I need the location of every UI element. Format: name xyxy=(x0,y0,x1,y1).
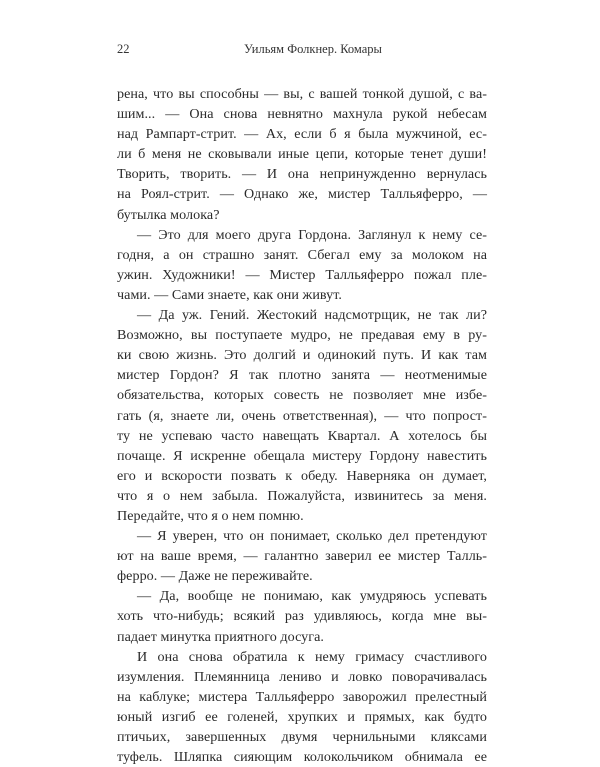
text-line: его и вскорости позвать к обеду. Наверняка он думает, xyxy=(117,467,487,484)
page-number: 22 xyxy=(117,42,130,56)
text-line: ли б меня не сковывали иные цепи, которые тенет души! xyxy=(117,146,487,163)
text-line: — Это для моего друга Гордона. Заглянул к нему се- xyxy=(137,226,487,243)
body-text xyxy=(117,84,487,767)
text-line: ют на ваше время, — галантно заверил ее мистер Талль- xyxy=(117,548,487,565)
text-line: бутылка молока? xyxy=(117,206,220,223)
text-line: гать (я, знаете ли, очень ответственная), — что попрост- xyxy=(117,407,487,424)
text-line: ужин. Художники! — Мистер Талльяферро пожал пле- xyxy=(117,266,487,283)
text-line: птичьих, завершенных двумя чернильными кляксами xyxy=(117,729,487,745)
text-line: туфель. Шляпка сияющим колокольчиком обнимала ее xyxy=(117,749,487,766)
text-line: Возможно, вы поступаете мудро, не предавая ему в ру- xyxy=(117,327,487,344)
text-line: почаще. Я искренне обещала мистеру Гордону навестить xyxy=(117,447,487,464)
running-title: Уильям Фолкнер. Комары xyxy=(244,42,382,56)
text-line: Передайте, что я о нем помню. xyxy=(117,507,304,524)
text-line: годня, а он страшно занят. Сбегал ему за молоком на xyxy=(117,246,487,263)
text-line: — Я уверен, что он понимает, сколько дел претендуют xyxy=(137,528,487,545)
text-line: юный изгиб ее голеней, хрупких и прямых, как будто xyxy=(117,708,487,725)
text-line: обязательства, которых совесть не позволяет мне избе- xyxy=(117,387,487,404)
text-line: на каблуке; мистера Талльяферро заворожил прелестный xyxy=(117,688,487,705)
text-line: — Да, вообще не понимаю, как умудряюсь успевать xyxy=(137,588,487,605)
text-line: что я о нем забыла. Пожалуйста, извинитесь за меня. xyxy=(117,487,487,504)
text-line: Творить, творить. — И она непринужденно вернулась xyxy=(117,166,487,183)
text-line: рена, что вы способны — вы, с вашей тонкой душой, с ва- xyxy=(117,86,487,102)
text-line: — Да уж. Гений. Жестокий надсмотрщик, не так ли? xyxy=(137,307,487,324)
text-line: мистер Гордон? Я так плотно занята — неотменимые xyxy=(117,367,487,384)
text-line: И она снова обратила к нему гримасу счастливого xyxy=(137,648,487,665)
text-line: ферро. — Даже не переживайте. xyxy=(117,568,313,585)
text-line: падает минутка приятного досуга. xyxy=(117,628,324,645)
text-line: над Рампарт-стрит. — Ах, если б я была мужчиной, ес- xyxy=(117,126,487,143)
book-page xyxy=(117,42,487,767)
text-line: изумления. Племянница лениво и ловко поворачивалась xyxy=(117,668,487,685)
text-line: чами. — Сами знаете, как они живут. xyxy=(117,286,342,303)
text-line: на Роял-стрит. — Однако же, мистер Талльяферро, — xyxy=(117,186,487,203)
text-line: ки свою жизнь. Это долгий и одинокий путь. И как там xyxy=(117,347,487,364)
page-header xyxy=(117,42,487,62)
text-line: хоть что-нибудь; всякий раз удивляюсь, когда мне вы- xyxy=(117,608,487,625)
text-line: ту не успеваю часто навещать Квартал. А хотелось бы xyxy=(117,427,487,444)
text-line: шим... — Она снова невнятно махнула рукой небесам xyxy=(117,106,487,123)
